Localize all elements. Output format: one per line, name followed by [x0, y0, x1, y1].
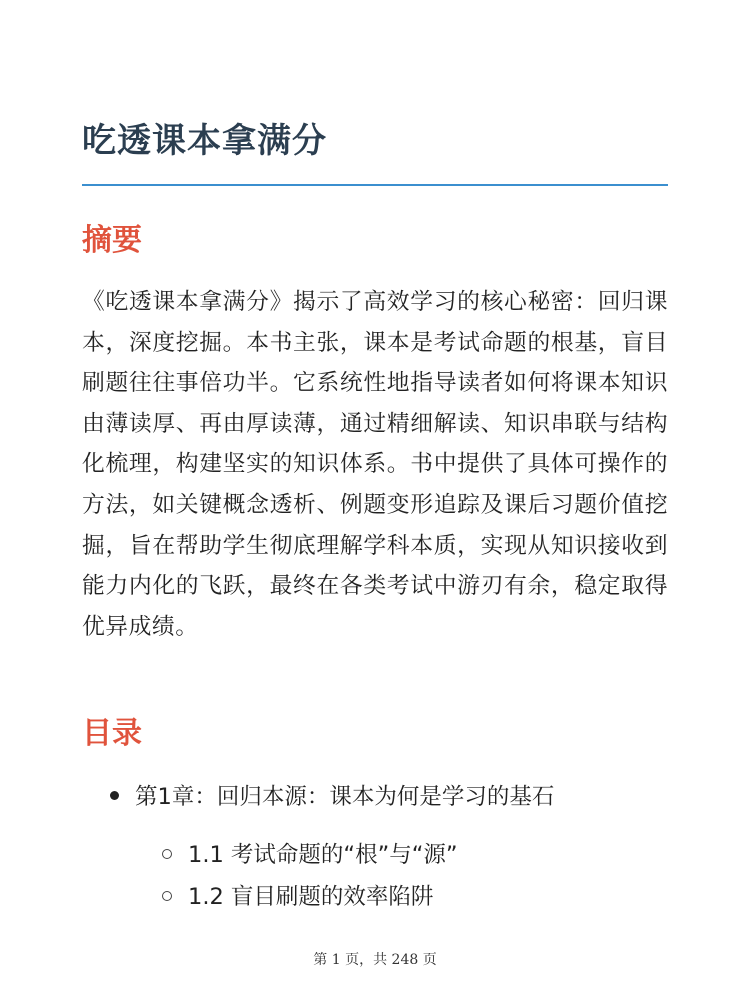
- toc-chapter-label: 第1章：回归本源：课本为何是学习的基石: [135, 784, 555, 810]
- summary-heading: 摘要: [82, 223, 142, 258]
- page-footer: 第 1 页，共 248 页: [313, 952, 437, 968]
- title-divider: [82, 184, 668, 186]
- toc-chapter-1[interactable]: [110, 780, 554, 814]
- document-page: [82, 0, 668, 1000]
- bullet-disc-icon: [110, 791, 119, 800]
- bullet-circle-icon: [162, 891, 172, 901]
- bullet-circle-icon: [162, 849, 172, 859]
- toc-section-1-1[interactable]: [162, 838, 458, 872]
- toc-heading: 目录: [82, 716, 142, 751]
- toc-section-label: 1.1 考试命题的“根”与“源”: [188, 842, 458, 868]
- document-title: 吃透课本拿满分: [82, 121, 327, 161]
- summary-paragraph: 《吃透课本拿满分》揭示了高效学习的核心秘密：回归课本，深度挖掘。本书主张，课本是考试命题的根基，盲目刷题往往事倍功半。它系统性地指导读者如何将课本知识由薄读厚、再由厚读薄，通过精细解读、知识串联与结构化梳理，构建坚实的知识体系。书中提供了具体可操作的方法，如关键概念透析、例题变形追踪及课后习题价值挖掘，旨在帮助学生彻底理解学科本质，实现从知识接收到能力内化的飞跃，最终在各类考试中游刃有余，稳定取得优异成绩。: [82, 289, 668, 640]
- toc-section-1-2[interactable]: [162, 880, 433, 914]
- toc-section-label: 1.2 盲目刷题的效率陷阱: [188, 884, 434, 910]
